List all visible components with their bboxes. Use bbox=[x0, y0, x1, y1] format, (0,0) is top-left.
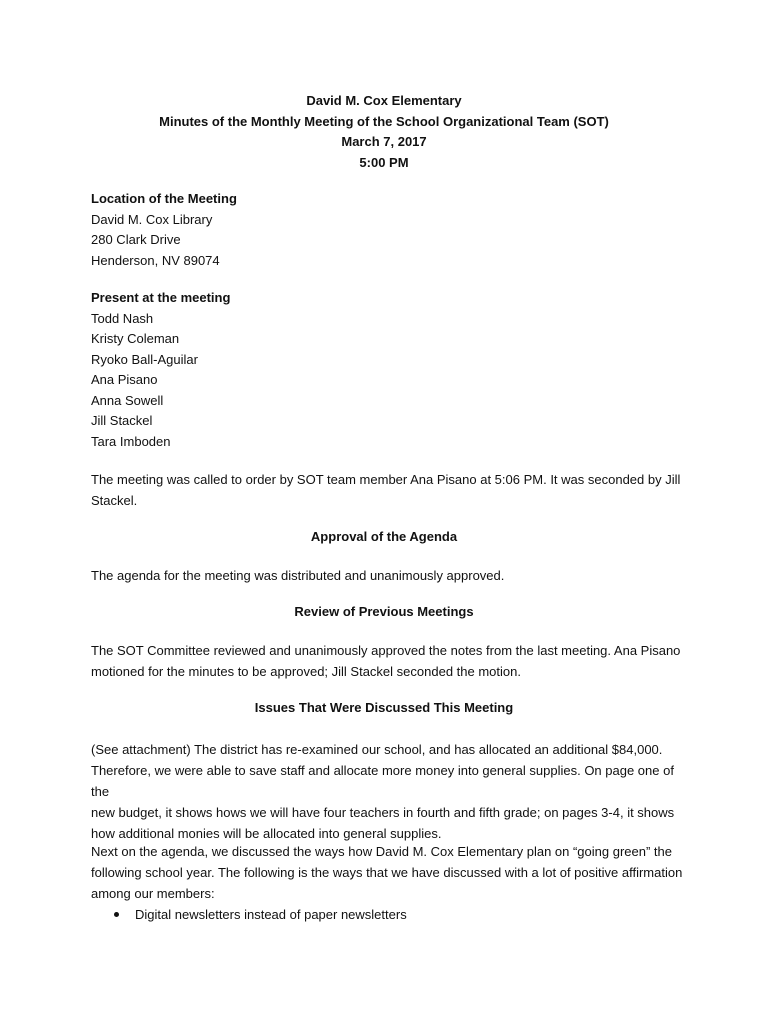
attendee-name: Ana Pisano bbox=[91, 372, 158, 387]
location-line: 280 Clark Drive bbox=[91, 232, 181, 247]
paragraph-line: new budget, it shows hows we will have four teachers in fourth and fifth grade; on pages 3-4, it shows bbox=[91, 805, 675, 820]
paragraph-line: following school year. The following is the ways that we have discussed with a lot of positive affirmation bbox=[91, 865, 683, 880]
present-section bbox=[91, 288, 691, 452]
school-name: David M. Cox Elementary bbox=[306, 93, 462, 108]
paragraph-line: The meeting was called to order by SOT team member Ana Pisano at 5:06 PM. It was seconded by Jill bbox=[91, 472, 681, 487]
list-item-text: Digital newsletters instead of paper newsletters bbox=[135, 907, 407, 922]
location-line: Henderson, NV 89074 bbox=[91, 252, 220, 268]
going-green-paragraph bbox=[91, 841, 691, 904]
previous-meetings-heading: Review of Previous Meetings bbox=[294, 604, 474, 619]
attendee-name: Ryoko Ball-Aguilar bbox=[91, 351, 198, 367]
paragraph-line: Next on the agenda, we discussed the ways how David M. Cox Elementary plan on “going green” the bbox=[91, 844, 672, 859]
meeting-time: 5:00 PM bbox=[359, 154, 409, 170]
attendee-name: Todd Nash bbox=[91, 310, 154, 326]
paragraph-line: The SOT Committee reviewed and unanimously approved the notes from the last meeting. Ana Pisano bbox=[91, 643, 681, 658]
issues-heading: Issues That Were Discussed This Meeting bbox=[254, 700, 514, 715]
present-heading: Present at the meeting bbox=[91, 290, 231, 305]
bullet-icon bbox=[114, 912, 119, 917]
list-item bbox=[91, 904, 691, 925]
attendee-name: Kristy Coleman bbox=[91, 331, 180, 346]
document-title: Minutes of the Monthly Meeting of the School Organizational Team (SOT) bbox=[159, 113, 609, 129]
location-heading: Location of the Meeting bbox=[91, 191, 237, 206]
attendee-name: Tara Imboden bbox=[91, 433, 171, 449]
agenda-heading: Approval of the Agenda bbox=[310, 529, 458, 544]
paragraph-line: Stackel. bbox=[91, 493, 138, 508]
document-header bbox=[0, 91, 768, 173]
paragraph-line: Therefore, we were able to save staff and allocate more money into general supplies. On page one of the bbox=[91, 763, 674, 799]
paragraph-line: motioned for the minutes to be approved; Jill Stackel seconded the motion. bbox=[91, 664, 521, 679]
going-green-list bbox=[91, 904, 691, 925]
meeting-date: March 7, 2017 bbox=[341, 134, 427, 149]
paragraph-line: (See attachment) The district has re-examined our school, and has allocated an additional $84,000. bbox=[91, 742, 663, 757]
call-to-order-paragraph bbox=[91, 469, 691, 511]
paragraph-line: how additional monies will be allocated into general supplies. bbox=[91, 826, 442, 841]
issues-paragraph bbox=[91, 739, 691, 844]
attendee-name: Jill Stackel bbox=[91, 413, 153, 428]
location-line: David M. Cox Library bbox=[91, 211, 213, 227]
previous-meetings-paragraph bbox=[91, 640, 691, 682]
location-section bbox=[91, 189, 691, 271]
paragraph-line: among our members: bbox=[91, 886, 215, 901]
attendee-name: Anna Sowell bbox=[91, 392, 164, 408]
agenda-paragraph: The agenda for the meeting was distributed and unanimously approved. bbox=[91, 568, 505, 583]
